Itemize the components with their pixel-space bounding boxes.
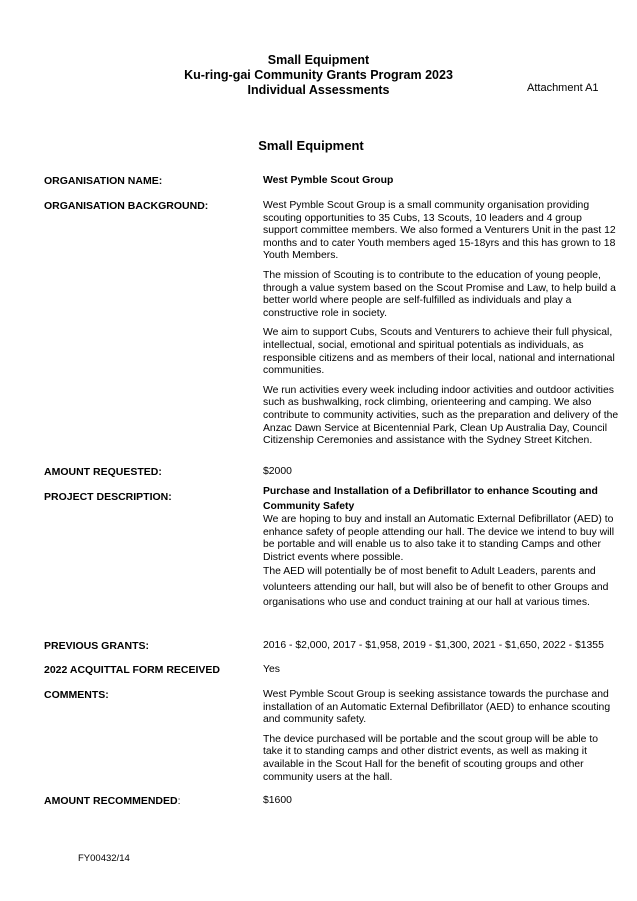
footer-code: FY00432/14 <box>78 853 130 864</box>
header-subtitle: Individual Assessments <box>247 83 390 97</box>
org-background-label: ORGANISATION BACKGROUND: <box>44 200 209 212</box>
previous-grants-label: PREVIOUS GRANTS: <box>44 640 150 652</box>
org-name-value: West Pymble Scout Group <box>263 175 394 186</box>
acquittal-value: Yes <box>263 664 280 675</box>
project-description-text <box>263 485 619 611</box>
org-background-paragraph: We aim to support Cubs, Scouts and Venturers to achieve their full physical, intellectual, social, emotional and spiritual potentials as individuals, as responsible citizens and as members of their local, national and international communities. <box>263 327 615 377</box>
amount-recommended-label-text: AMOUNT RECOMMENDED <box>44 795 178 807</box>
project-body: We are hoping to buy and install an Automatic External Defibrillator (AED) to enhance safety of people attending our hall. The device we intend to buy will be portable and will enable us to also take it to standing Camps and other District events where possible. <box>263 514 615 563</box>
amount-requested-value: $2000 <box>263 466 292 477</box>
org-background-paragraph: West Pymble Scout Group is a small community organisation providing scouting opportunities to 35 Cubs, 13 Scouts, 10 leaders and 4 group support committee members. We also formed a Venturers Unit in the past 12 months and to cater Youth members aged 15-18yrs and this has grown to 18 Youth Members. <box>263 200 616 262</box>
header-program: Ku-ring-gai Community Grants Program 2023 <box>184 68 453 82</box>
section-title: Small Equipment <box>258 138 364 153</box>
org-name-label: ORGANISATION NAME: <box>44 175 163 187</box>
project-title: Purchase and Installation of a Defibrillator to enhance Scouting and Community Safety <box>263 486 598 512</box>
comments-text <box>263 689 619 791</box>
acquittal-label: 2022 ACQUITTAL FORM RECEIVED <box>44 664 220 676</box>
comments-paragraph: West Pymble Scout Group is seeking assistance towards the purchase and installation of an Automatic External Defibrillator (AED) to enhance scouting and community safety. <box>263 689 611 726</box>
amount-requested-label: AMOUNT REQUESTED: <box>44 466 162 478</box>
comments-label: COMMENTS: <box>44 689 109 701</box>
header-title: Small Equipment <box>267 53 370 67</box>
org-background-text <box>263 200 619 455</box>
amount-recommended-value: $1600 <box>263 795 292 806</box>
previous-grants-value: 2016 - $2,000, 2017 - $1,958, 2019 - $1,300, 2021 - $1,650, 2022 - $1355 <box>263 640 604 651</box>
amount-recommended-colon: : <box>177 795 181 807</box>
project-body: The AED will potentially be of most benefit to Adult Leaders, parents and volunteers attending our hall, but will also be of benefit to other Groups and organisations who use and conduct training at our hall at various times. <box>263 566 609 609</box>
org-background-paragraph: We run activities every week including indoor activities and outdoor activities such as bushwalking, rock climbing, orienteering and camping. We also contribute to community activities, such as the preparation and delivery of the Anzac Dawn Service at Bicentennial Park, Clean Up Australia Day, Council Citizenship Ceremonies and assistance with the Sydney Street Kitchen. <box>263 384 619 447</box>
org-background-paragraph: The mission of Scouting is to contribute to the education of young people, through a value system based on the Scout Promise and Law, to help build a better world where people are self-fulfilled as individuals and play a constructive role in society. <box>263 269 616 319</box>
project-description-label: PROJECT DESCRIPTION: <box>44 491 172 503</box>
amount-recommended-label <box>44 795 181 808</box>
comments-paragraph: The device purchased will be portable and the scout group will be able to take it to standing camps and other district events, as well as making it available in the Scout Hall for the benefit of scouting groups and other community users at the hall. <box>263 733 599 783</box>
attachment-label: Attachment A1 <box>527 82 599 94</box>
